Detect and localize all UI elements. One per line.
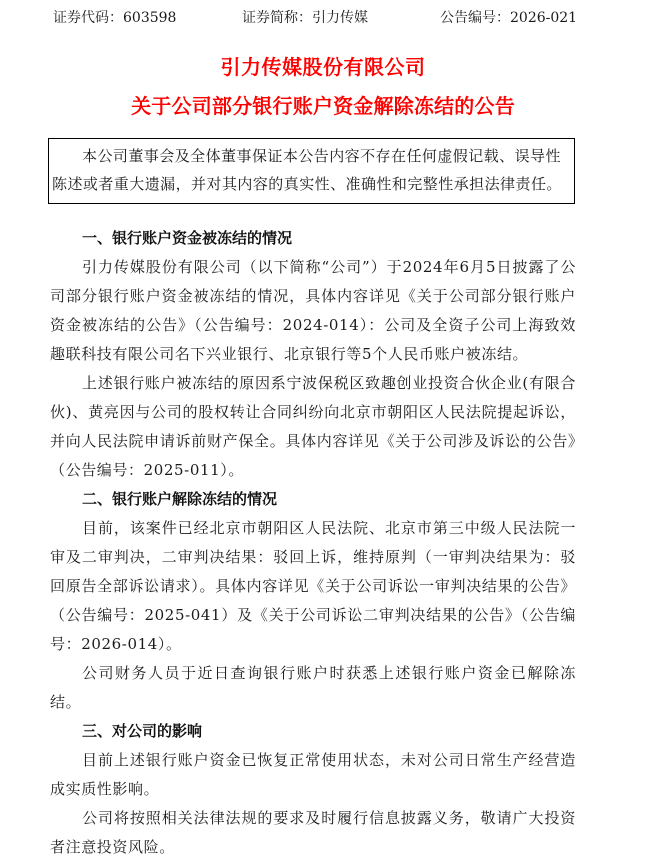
paragraph: 目前上述银行账户资金已恢复正常使用状态，未对公司日常生产经营造成实质性影响。 — [50, 751, 576, 798]
board-statement-box — [48, 138, 575, 204]
paragraph: 公司财务人员于近日查询银行账户时获悉上述银行账户资金已解除冻结。 — [50, 664, 576, 711]
announcement-header — [0, 8, 646, 28]
announcement-body — [50, 224, 576, 862]
announcement-subject-title: 关于公司部分银行账户资金解除冻结的公告 — [131, 94, 515, 118]
paragraph: 引力传媒股份有限公司（以下简称“公司”）于2024年6月5日披露了公司部分银行账户资金被冻结的情况，具体内容详见《关于公司部分银行账户资金被冻结的公告》（公告编号：2024-014）：公司及全资子公司上海致效趣联科技有限公司名下兴业银行、北京银行等5个人民币账户被冻结。 — [50, 258, 576, 363]
section-heading-frozen: 一、银行账户资金被冻结的情况 — [82, 229, 293, 247]
company-name-title: 引力传媒股份有限公司 — [220, 55, 426, 79]
section-heading-impact: 三、对公司的影响 — [82, 722, 203, 740]
section-heading-unfrozen: 二、银行账户解除冻结的情况 — [82, 490, 278, 508]
stock-code: 证券代码：603598 — [53, 10, 177, 26]
paragraph: 上述银行账户被冻结的原因系宁波保税区致趣创业投资合伙企业(有限合伙)、黄亮因与公司的股权转让合同纠纷向北京市朝阳区人民法院提起诉讼，并向人民法院申请诉前财产保全。具体内容详见《关于公司涉及诉讼的公告》（公告编号：2025-011）。 — [50, 374, 576, 479]
board-statement-text: 本公司董事会及全体董事保证本公告内容不存在任何虚假记载、误导性陈述或者重大遗漏，并对其内容的真实性、准确性和完整性承担法律责任。 — [52, 147, 562, 193]
announcement-number: 公告编号：2026-021 — [440, 10, 578, 26]
paragraph: 公司将按照相关法律法规的要求及时履行信息披露义务，敬请广大投资者注意投资风险。 — [50, 809, 576, 856]
stock-short-name: 证券简称：引力传媒 — [242, 10, 368, 26]
paragraph: 目前，该案件已经北京市朝阳区人民法院、北京市第三中级人民法院一审及二审判决，二审判决结果：驳回上诉，维持原判（一审判决结果为：驳回原告全部诉讼请求）。具体内容详见《关于公司诉讼一审判决结果的公告》（公告编号：2025-041）及《关于公司诉讼二审判决结果的公告》（公告编号：2026-014）。 — [50, 519, 576, 653]
